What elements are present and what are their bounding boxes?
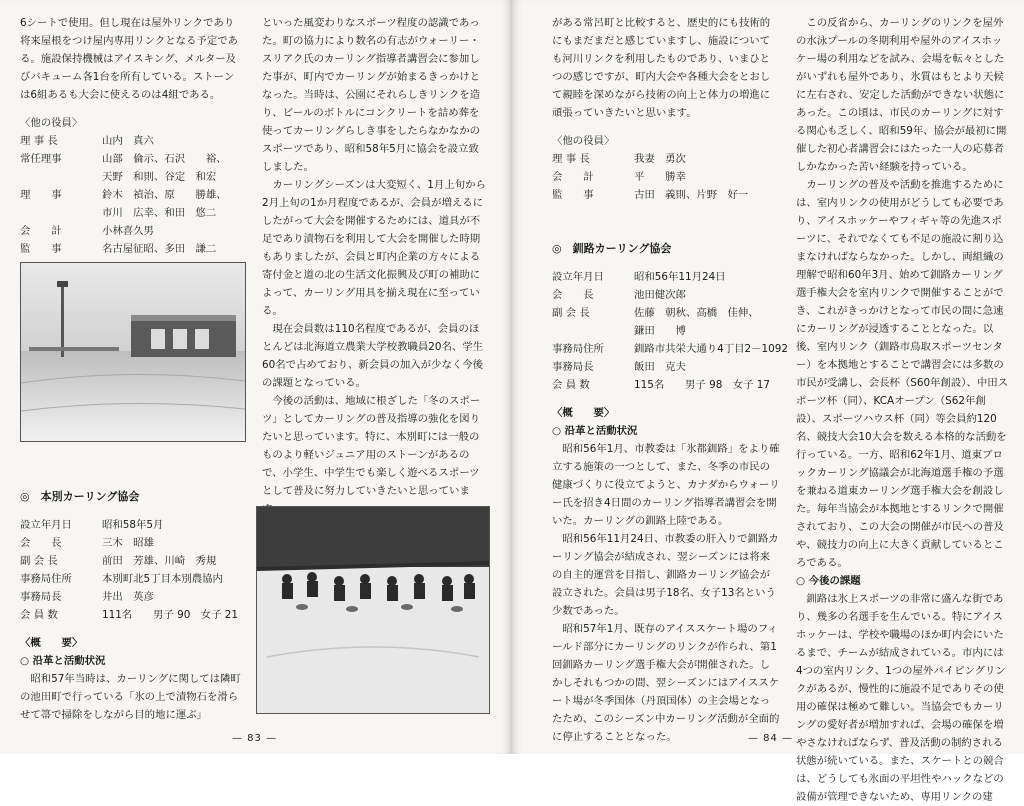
rink-building-illustration: [21, 263, 245, 441]
right-officers-title: 〈他の役員〉: [552, 135, 615, 147]
col2-para-4: 今後の活動は、地域に根ざした「冬のスポーツ」としてカーリングの普及指導の強化を図りたいと思っています。特に、本別町には一般のものより軽いジュニア用のストーンがあるので、小学生、中学生でも楽しく遊べるスポーツとして普及に努力していきたいと思っていま: [262, 395, 481, 497]
page-84: [512, 0, 1024, 803]
right-history-para-3: 昭和57年1月、既存のアイススケート場のフィールド部分にカーリングのリンクが作られ、第1回釧路カーリング選手権大会が開催された。しかしそれもつかの間、翌シーズンにはアイススケート場が冬季国体（丹頂国体）の主会場となったため、このシーズン中カーリング活動が全面的に停止することとなった。: [552, 623, 780, 743]
right-col2-para-2: カーリングの普及や活動を推進するためには、室内リンクの使用がどうしても必要であり、アイスホッケーやフィギャ等の先進スポーツに、それでなくても不足の施設に割り込まなければならなかった。しかし、両組織の理解で昭和60年3月、始めて釧路カーリング選手権大会を室内リンクで開催することができ、これがきっかけとなって市民の間に急速にカーリングが浸透することとなった。以後、室内リンク（釧路市鳥取スポーツセンター）を本拠地とすることで講習会には多数の市民が受講し、会長杯（S60年創設）、中田スポーツ杯（同）、KCAオープン（S62年創設）、スポーツハウス杯（同）等会員約120名、競技大会10大会を数える本格的な活動を行っている。一方、昭和62年1月、道東ブロックカーリング協議会が北海道選手権の予選を兼ねる道東カーリング選手権大会を創設した。毎年当協会が本拠地とするリンクで開催されており、この大会の開催が市民への普及や、競技力の向上に大きく貢献しているところである。: [796, 179, 1009, 569]
col2-para-2: カーリングシーズンは大変短く、1月上旬から2月上旬の1か月程度であるが、会員が増えるにしたがって大会を開催するためには、道具が不足であり漬物石を利用して大会を開催した時期もありましたが、会員と町内企業の方々による寄付金と道の北の生活文化振興及び町の補助によって、カーリング用具を揃え現在に至っている。: [262, 179, 486, 317]
history-title: ○ 沿革と活動状況: [20, 655, 106, 667]
right-history-para-2: 昭和56年11月24日、市教委の肝入りで釧路カーリング協会が結成され、翌シーズンには将来の自主的運営を目指し、釧路カーリング協会が設立された。会員は男子18名、女子13名という少数であった。: [552, 533, 779, 617]
right-officers-list: 理 事 長 我妻 勇次 会 計 平 勝幸 監 事 古田 義則、片野 好一: [552, 153, 749, 201]
rink-building-photo: [20, 262, 246, 442]
right-history-para-1: 昭和56年1月、市教委は「氷都釧路」をより確立する施策の一つとして、また、冬季の市民の健康づくりに役立てようと、カナダからウォーリー氏を招き4日間のカーリング指導者講習会を開いた。カーリングの釧路上陸である。: [552, 443, 780, 527]
right-overview-title: 〈概 要〉: [552, 407, 615, 419]
overview-title: 〈概 要〉: [20, 637, 83, 649]
kushiro-association-info: 設立年月日 昭和56年11月24日 会 長 池田健次郎 副 会 長 佐藤 朝秋、高橋 佳伸、 鎌田 博 事務局住所 釧路市共栄大通り4丁目2－1092 事務局長 飯田 克夫 会 員 数 115名 男子 98 女子 17: [552, 271, 788, 391]
kushiro-association-title: ◎ 釧路カーリング協会: [552, 242, 672, 255]
page-number-83: — 83 —: [232, 733, 278, 744]
col2-para-1: といった風変わりなスポーツ程度の認識であった。町の協力により数名の有志がウォーリー・スリアク氏のカーリング指導者講習会に参加した事が、町内でカーリングが始まるきっかけとなった。当時は、公園にそれらしきリンクを造り、ビールのボトルにコンクリートを詰め葬を使ってカーリングらしき事をしたらなかなかのスポーツであり、昭和58年5月に協会を設立致しました。: [262, 17, 480, 173]
right-intro-text: がある常呂町と比較すると、歴史的にも技術的にもまだまだと感じていますし、施設についても河川リンクを利用したものであり、いまひとつの感じですが、町内大会や各種大会をとおして親睦を深めながら技術の向上と体力の増進に頑張っていきたいと思います。: [552, 17, 771, 119]
honbetsu-association-info: 設立年月日 昭和58年5月 会 長 三木 昭雄 副 会 長 前田 芳雄、川崎 秀規 事務局住所 本別町北5丁目本別農協内 事務局長 井出 英彦 会 員 数 111名 男子 90 女子 21: [20, 519, 239, 621]
honbetsu-association-block: [20, 488, 244, 724]
col2-para-3: 現在会員数は110名程度であるが、会員のほとんどは北海道立農業大学校教職員20名、学生60名で占めており、新会員の加入が少なく今後の課題となっている。: [262, 323, 484, 389]
future-title: ○ 今後の課題: [796, 575, 861, 587]
curling-players-photo: [256, 506, 490, 714]
rink-equipment-text: 6シートで使用。但し現在は屋外リンクであり将来屋根をつけ屋内専用リンクとなる予定である。施設保持機械はアイスキング、メルター及びバキューム各1台を所有している。ストーンは6組あるも大会に使えるのは4組である。: [20, 17, 238, 101]
future-text: 釧路は氷上スポーツの非常に盛んな街であり、幾多の名選手を生んでいる。特にアイスホッケーは、学校や職場のほか町内会にいたるまで、チームが結成されている。市内には4つの室内リンク、1つの屋外パイピングリンクがあるが、慢性的に施設不足でありその使用の確保は極めて難しい。当協会でもカーリングの愛好者が増加すれば、会場の確保を増やさなければならず、普及活動の制約される状態が続いている。また、スケートとの競合は、どうしても氷面の平坦性やハックなどの設備が管理できないため、専用リンクの建: [796, 593, 1006, 803]
right-column-2: [796, 14, 1010, 806]
left-column-1: [20, 14, 244, 258]
honbetsu-association-title: ◎ 本別カーリング協会: [20, 490, 140, 503]
page-number-84: — 84 —: [748, 733, 794, 744]
right-col2-para-1: この反省から、カーリングのリンクを屋外の水泳プールの冬期利用や屋外のアイスホッケー場の利用などを試み、会場を転々としたがいずれも屋外であり、氷質はもとより天候に左右され、安定した活動ができない状態にあった。この頃は、市民のカーリングに対する関心も乏しく、昭和59年、協会が最初に開催した初心者講習会にはたった一人の応募者しかなかった苦い経験を持っている。: [796, 17, 1007, 173]
page-83: [0, 0, 512, 754]
right-column-1: [552, 14, 788, 746]
right-history-title: ○ 沿革と活動状況: [552, 425, 638, 437]
officers-list: 理 事 長 山内 真六 常任理事 山部 倫示、石沢 裕、 天野 和則、谷定 和宏 理 事 鈴木 禎治、原 勝雄、 市川 広幸、和田 悠二 会 計 小林喜久男 監 事 名古屋征昭、多田 謙二: [20, 135, 227, 255]
history-text: 昭和57年当時は、カーリングに関しては隣町の池田町で行っている「氷の上で漬物石を滑らせて箒で掃除をしながら目的地に運ぶ」: [20, 673, 241, 721]
curling-players-illustration: [257, 507, 489, 713]
left-column-2: [262, 14, 486, 554]
officers-title: 〈他の役員〉: [20, 117, 83, 129]
